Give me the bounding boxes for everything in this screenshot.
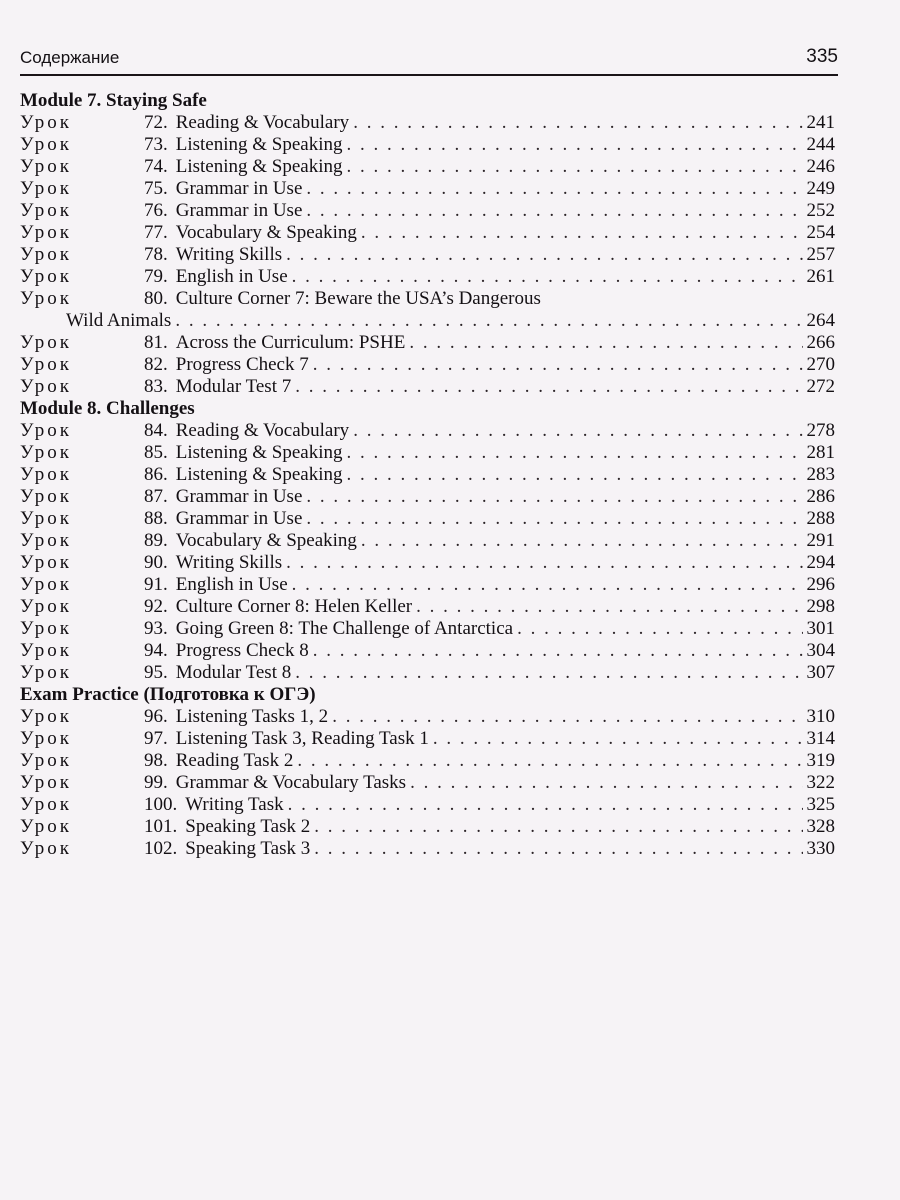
page-ref: 322 bbox=[806, 772, 835, 793]
page-ref: 314 bbox=[806, 728, 835, 749]
lesson-label: Урок bbox=[20, 332, 73, 353]
lesson-title: Grammar in Use bbox=[175, 200, 303, 221]
lesson-label: Урок bbox=[20, 508, 73, 529]
table-of-contents bbox=[20, 90, 835, 860]
lesson-title: Modular Test 8 bbox=[175, 662, 292, 683]
page-ref: 298 bbox=[806, 596, 835, 617]
dot-leader bbox=[353, 112, 802, 134]
toc-entry bbox=[20, 508, 835, 530]
toc-entry bbox=[20, 596, 835, 618]
lesson-label: Урок bbox=[20, 530, 73, 551]
lesson-label: Урок bbox=[20, 794, 73, 815]
toc-entry bbox=[20, 530, 835, 552]
toc-entry bbox=[20, 486, 835, 508]
toc-entry bbox=[20, 706, 835, 728]
dot-leader bbox=[295, 662, 802, 684]
lesson-label: Урок bbox=[20, 420, 73, 441]
dot-leader bbox=[175, 310, 802, 332]
dot-leader bbox=[286, 552, 802, 574]
lesson-number: 75. bbox=[144, 178, 168, 199]
lesson-title: Culture Corner 8: Helen Keller bbox=[175, 596, 413, 617]
lesson-title-continued: Wild Animals bbox=[66, 310, 172, 331]
lesson-label: Урок bbox=[20, 750, 73, 771]
page-ref: 266 bbox=[806, 332, 835, 353]
toc-entry bbox=[20, 464, 835, 486]
lesson-number: 84. bbox=[144, 420, 168, 441]
toc-entry bbox=[20, 266, 835, 288]
page-ref: 249 bbox=[806, 178, 835, 199]
dot-leader bbox=[517, 618, 802, 640]
lesson-label: Урок bbox=[20, 354, 73, 375]
toc-entry bbox=[20, 728, 835, 750]
toc-entry bbox=[20, 794, 835, 816]
lesson-title: Reading & Vocabulary bbox=[175, 420, 350, 441]
lesson-label: Урок bbox=[20, 222, 73, 243]
page-ref: 278 bbox=[806, 420, 835, 441]
toc-entry bbox=[20, 420, 835, 442]
lesson-label: Урок bbox=[20, 442, 73, 463]
lesson-number: 90. bbox=[144, 552, 168, 573]
dot-leader bbox=[409, 332, 802, 354]
lesson-label: Урок bbox=[20, 244, 73, 265]
dot-leader bbox=[313, 640, 803, 662]
lesson-label: Урок bbox=[20, 618, 73, 639]
lesson-number: 82. bbox=[144, 354, 168, 375]
lesson-title: English in Use bbox=[175, 574, 288, 595]
dot-leader bbox=[295, 376, 802, 398]
page-ref: 319 bbox=[806, 750, 835, 771]
toc-entry bbox=[20, 552, 835, 574]
lesson-label: Урок bbox=[20, 552, 73, 573]
lesson-title: Progress Check 8 bbox=[175, 640, 309, 661]
page-ref: 252 bbox=[806, 200, 835, 221]
lesson-title: Going Green 8: The Challenge of Antarctica bbox=[175, 618, 514, 639]
dot-leader bbox=[353, 420, 802, 442]
lesson-number: 85. bbox=[144, 442, 168, 463]
toc-entry bbox=[20, 772, 835, 794]
dot-leader bbox=[416, 596, 802, 618]
lesson-number: 98. bbox=[144, 750, 168, 771]
lesson-title: Modular Test 7 bbox=[175, 376, 292, 397]
lesson-label: Урок bbox=[20, 134, 73, 155]
lesson-number: 74. bbox=[144, 156, 168, 177]
page-ref: 328 bbox=[806, 816, 835, 837]
lesson-title: Writing Skills bbox=[175, 552, 283, 573]
lesson-number: 93. bbox=[144, 618, 168, 639]
lesson-number: 100. bbox=[144, 794, 178, 815]
lesson-title: Listening & Speaking bbox=[175, 442, 343, 463]
lesson-label: Урок bbox=[20, 838, 73, 859]
lesson-label: Урок bbox=[20, 728, 73, 749]
toc-entry bbox=[20, 200, 835, 222]
page-ref: 330 bbox=[806, 838, 835, 859]
lesson-number: 89. bbox=[144, 530, 168, 551]
page-ref: 294 bbox=[806, 552, 835, 573]
lesson-label: Урок bbox=[20, 486, 73, 507]
dot-leader bbox=[433, 728, 803, 750]
lesson-label: Урок bbox=[20, 772, 73, 793]
lesson-label: Урок bbox=[20, 376, 73, 397]
page-ref: 286 bbox=[806, 486, 835, 507]
lesson-number: 102. bbox=[144, 838, 178, 859]
page-ref: 283 bbox=[806, 464, 835, 485]
lesson-title: Grammar in Use bbox=[175, 178, 303, 199]
lesson-title: Speaking Task 3 bbox=[185, 838, 311, 859]
toc-entry-continuation bbox=[20, 310, 835, 332]
toc-entry bbox=[20, 222, 835, 244]
toc-entry bbox=[20, 442, 835, 464]
page-ref: 257 bbox=[806, 244, 835, 265]
toc-entry bbox=[20, 662, 835, 684]
section-heading: Module 8. Challenges bbox=[20, 398, 195, 419]
dot-leader bbox=[306, 486, 802, 508]
lesson-label: Урок bbox=[20, 156, 73, 177]
lesson-title: English in Use bbox=[175, 266, 288, 287]
dot-leader bbox=[361, 530, 803, 552]
dot-leader bbox=[306, 200, 802, 222]
lesson-title: Speaking Task 2 bbox=[185, 816, 311, 837]
dot-leader bbox=[297, 750, 802, 772]
lesson-title: Listening & Speaking bbox=[175, 464, 343, 485]
page-ref: 296 bbox=[806, 574, 835, 595]
toc-entry bbox=[20, 134, 835, 156]
lesson-number: 87. bbox=[144, 486, 168, 507]
lesson-title: Listening & Speaking bbox=[175, 156, 343, 177]
dot-leader bbox=[288, 794, 803, 816]
lesson-label: Урок bbox=[20, 288, 73, 309]
dot-leader bbox=[292, 574, 803, 596]
lesson-title: Writing Skills bbox=[175, 244, 283, 265]
lesson-title: Reading Task 2 bbox=[175, 750, 294, 771]
lesson-number: 73. bbox=[144, 134, 168, 155]
toc-entry bbox=[20, 750, 835, 772]
lesson-title: Progress Check 7 bbox=[175, 354, 309, 375]
lesson-label: Урок bbox=[20, 706, 73, 727]
lesson-number: 91. bbox=[144, 574, 168, 595]
page-ref: 291 bbox=[806, 530, 835, 551]
toc-entry bbox=[20, 816, 835, 838]
toc-entry bbox=[20, 156, 835, 178]
lesson-title: Grammar & Vocabulary Tasks bbox=[175, 772, 407, 793]
lesson-title: Reading & Vocabulary bbox=[175, 112, 350, 133]
page-ref: 270 bbox=[806, 354, 835, 375]
lesson-title: Grammar in Use bbox=[175, 508, 303, 529]
lesson-number: 92. bbox=[144, 596, 168, 617]
page-ref: 241 bbox=[806, 112, 835, 133]
header-rule bbox=[20, 74, 838, 76]
header-title: Содержание bbox=[20, 48, 120, 67]
lesson-title: Writing Task bbox=[185, 794, 284, 815]
page-ref: 301 bbox=[806, 618, 835, 639]
page-ref: 281 bbox=[806, 442, 835, 463]
lesson-number: 81. bbox=[144, 332, 168, 353]
lesson-label: Урок bbox=[20, 640, 73, 661]
lesson-number: 78. bbox=[144, 244, 168, 265]
toc-entry bbox=[20, 354, 835, 376]
toc-entry bbox=[20, 640, 835, 662]
lesson-label: Урок bbox=[20, 200, 73, 221]
lesson-number: 72. bbox=[144, 112, 168, 133]
lesson-title: Listening Task 3, Reading Task 1 bbox=[175, 728, 429, 749]
lesson-number: 80. bbox=[144, 288, 168, 309]
lesson-number: 76. bbox=[144, 200, 168, 221]
dot-leader bbox=[361, 222, 803, 244]
lesson-number: 101. bbox=[144, 816, 178, 837]
dot-leader bbox=[347, 156, 803, 178]
lesson-number: 83. bbox=[144, 376, 168, 397]
dot-leader bbox=[410, 772, 802, 794]
lesson-label: Урок bbox=[20, 266, 73, 287]
toc-entry bbox=[20, 288, 835, 310]
toc-entry bbox=[20, 112, 835, 134]
lesson-title: Listening Tasks 1, 2 bbox=[175, 706, 329, 727]
section-heading: Module 7. Staying Safe bbox=[20, 90, 207, 111]
page-ref: 244 bbox=[806, 134, 835, 155]
lesson-label: Урок bbox=[20, 464, 73, 485]
lesson-title: Culture Corner 7: Beware the USA’s Dangerous bbox=[175, 288, 541, 309]
lesson-number: 96. bbox=[144, 706, 168, 727]
dot-leader bbox=[292, 266, 803, 288]
lesson-number: 79. bbox=[144, 266, 168, 287]
page-number: 335 bbox=[806, 46, 838, 67]
toc-entry bbox=[20, 838, 835, 860]
lesson-title: Vocabulary & Speaking bbox=[175, 530, 357, 551]
lesson-title: Vocabulary & Speaking bbox=[175, 222, 357, 243]
page-ref: 310 bbox=[806, 706, 835, 727]
page-ref: 325 bbox=[806, 794, 835, 815]
dot-leader bbox=[306, 178, 802, 200]
page-ref: 264 bbox=[806, 310, 835, 331]
lesson-number: 95. bbox=[144, 662, 168, 683]
lesson-title: Grammar in Use bbox=[175, 486, 303, 507]
dot-leader bbox=[347, 464, 803, 486]
lesson-label: Урок bbox=[20, 816, 73, 837]
lesson-number: 94. bbox=[144, 640, 168, 661]
lesson-title: Listening & Speaking bbox=[175, 134, 343, 155]
lesson-title: Across the Curriculum: PSHE bbox=[175, 332, 406, 353]
lesson-label: Урок bbox=[20, 574, 73, 595]
page-ref: 307 bbox=[806, 662, 835, 683]
lesson-label: Урок bbox=[20, 596, 73, 617]
lesson-number: 88. bbox=[144, 508, 168, 529]
dot-leader bbox=[286, 244, 802, 266]
toc-entry bbox=[20, 574, 835, 596]
dot-leader bbox=[306, 508, 802, 530]
toc-entry bbox=[20, 332, 835, 354]
page-ref: 254 bbox=[806, 222, 835, 243]
toc-entry bbox=[20, 376, 835, 398]
dot-leader bbox=[347, 442, 803, 464]
page-header bbox=[20, 44, 838, 72]
lesson-number: 86. bbox=[144, 464, 168, 485]
lesson-label: Урок bbox=[20, 112, 73, 133]
dot-leader bbox=[314, 838, 802, 860]
lesson-number: 77. bbox=[144, 222, 168, 243]
page-ref: 246 bbox=[806, 156, 835, 177]
lesson-number: 97. bbox=[144, 728, 168, 749]
dot-leader bbox=[347, 134, 803, 156]
page-ref: 288 bbox=[806, 508, 835, 529]
toc-entry bbox=[20, 178, 835, 200]
dot-leader bbox=[332, 706, 802, 728]
lesson-label: Урок bbox=[20, 662, 73, 683]
dot-leader bbox=[313, 354, 803, 376]
toc-entry bbox=[20, 244, 835, 266]
section-heading: Exam Practice (Подготовка к ОГЭ) bbox=[20, 684, 316, 705]
toc-entry bbox=[20, 618, 835, 640]
page-ref: 272 bbox=[806, 376, 835, 397]
dot-leader bbox=[314, 816, 802, 838]
page-ref: 304 bbox=[806, 640, 835, 661]
page-ref: 261 bbox=[806, 266, 835, 287]
lesson-label: Урок bbox=[20, 178, 73, 199]
lesson-number: 99. bbox=[144, 772, 168, 793]
